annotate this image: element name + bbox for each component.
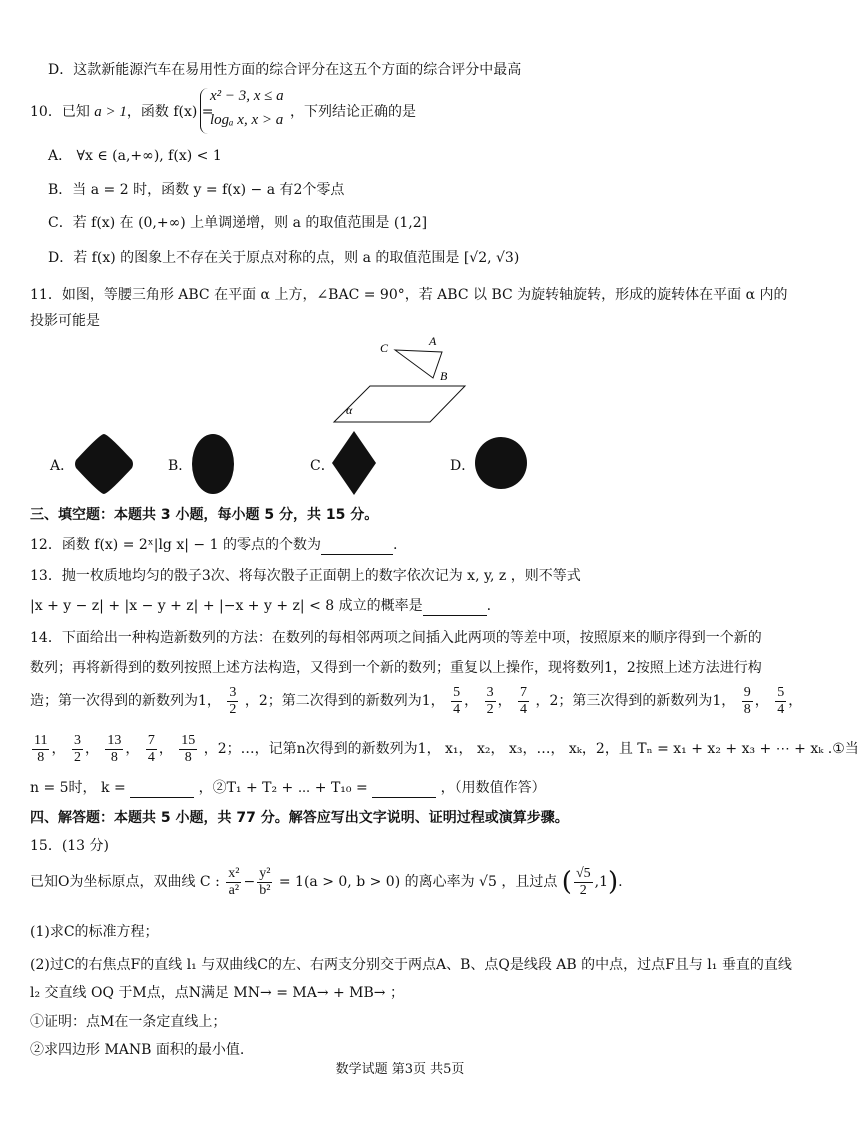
q11-line-1: 11．如图，等腰三角形 ABC 在平面 α 上方，∠BAC = 90°，若 ABC 以 BC 为旋转轴旋转，形成的旋转体在平面 α 内的 bbox=[30, 287, 788, 303]
plane-alpha bbox=[334, 386, 465, 422]
q12-text: 12．函数 f(x) = 2ˣ|lg x| − 1 的零点的个数为 bbox=[30, 537, 321, 553]
q12-answer-blank bbox=[321, 540, 393, 555]
q11-line-2: 投影可能是 bbox=[30, 313, 100, 329]
q14-line5-c: ，（用数值作答） bbox=[440, 780, 546, 796]
q10-option-c: C．若 f(x) 在 (0,+∞) 上单调递增，则 a 的取值范围是 (1,2] bbox=[48, 215, 428, 231]
q13-answer-blank bbox=[423, 601, 487, 616]
q14-line-4: $\frac{11}{8}$ ， $\frac{3}{2}$ ， $\frac{13}{8}$ ， $\frac{7}{4}$ ， $\frac{15}{8}$ ，2；…，记第n次得到的新数列为1， x₁， x₂， x₃，…， xₖ，2，且 Tₙ = x₁ + x₂ + x₃ + ⋯ + xₖ .①当 bbox=[34, 732, 859, 765]
q10-stem bbox=[30, 102, 214, 122]
q11-option-c-label: C． bbox=[310, 458, 335, 474]
q10-brace bbox=[200, 88, 209, 134]
label-alpha: α bbox=[346, 403, 353, 417]
q10-cond: a > 1 bbox=[94, 104, 127, 120]
q15-part-2-2: ②求四边形 MANB 面积的最小值. bbox=[30, 1042, 245, 1058]
q10-option-b: B．当 a = 2 时，函数 y = f(x) − a 有2个零点 bbox=[48, 182, 345, 198]
q11-option-a-label: A． bbox=[50, 458, 75, 474]
q15-line1-a: 已知O为坐标原点，双曲线 C : bbox=[30, 874, 220, 890]
q11-option-b-label: B． bbox=[168, 458, 193, 474]
q14-line-1: 14．下面给出一种构造新数列的方法：在数列的每相邻两项之间插入此两项的等差中项，按照原来的顺序得到一个新的 bbox=[30, 630, 762, 646]
q15-part-2-line-2: l₂ 交直线 OQ 于M点，点N满足 MN→ = MA→ + MB→ ； bbox=[30, 985, 404, 1001]
point-frac: $\frac{√5}{2}$ bbox=[575, 865, 591, 898]
q15-part-2-1: ①证明：点M在一条定直线上； bbox=[30, 1014, 227, 1030]
q11-option-c-shape bbox=[330, 430, 378, 496]
frac-7-4-b: $\frac{7}{4}$ bbox=[147, 732, 155, 765]
triangle-abc bbox=[395, 350, 442, 378]
label-b: B bbox=[440, 369, 448, 383]
q14-line3-a: 造；第一次得到的新数列为1， bbox=[30, 693, 221, 709]
q11-figure bbox=[320, 330, 480, 430]
frac-y2-b2: $\frac{\text{y²}}{\text{b²}}$ bbox=[259, 865, 271, 898]
page-footer: 数学试题 第3页 共5页 bbox=[335, 1062, 465, 1077]
q15-line-1: 已知O为坐标原点，双曲线 C : $\frac{\text{x²}}{\text{a²}}$ − $\frac{\text{y²}}{\text{b²}}$ = 1(a > 0, b > 0) 的离心率为 √5 ，且过点 ( $\frac{√5}{2}$ ,1). bbox=[30, 865, 623, 898]
q14-line3-b: ，2；第二次得到的新数列为1， bbox=[244, 693, 445, 709]
frac-3-2-c: $\frac{3}{2}$ bbox=[73, 732, 81, 765]
frac-7-4: $\frac{7}{4}$ bbox=[520, 684, 528, 717]
frac-15-8: $\frac{15}{8}$ bbox=[181, 732, 196, 765]
q14-line5-a: n = 5时， k = bbox=[30, 780, 126, 796]
frac-11-8: $\frac{11}{8}$ bbox=[34, 732, 48, 765]
q10-piece-2: logₐ x, x > a bbox=[210, 112, 284, 128]
q11-option-d-shape bbox=[474, 436, 528, 490]
q14-line-2: 数列；再将新得到的数列按照上述方法构造，又得到一个新的数列；重复以上操作，现将数列1，2按照上述方法进行构 bbox=[30, 660, 762, 676]
frac-5-4-b: $\frac{5}{4}$ bbox=[777, 684, 785, 717]
section-4-heading: 四、解答题：本题共 5 小题，共 77 分。解答应写出文字说明、证明过程或演算步骤。 bbox=[30, 810, 569, 826]
q14-line4-tail: ，2；…，记第n次得到的新数列为1， x₁， x₂， x₃，…， xₖ，2，且 Tₙ = x₁ + x₂ + x₃ + ⋯ + xₖ .①当 bbox=[203, 741, 859, 757]
point-tail: ,1 bbox=[594, 874, 608, 890]
q14-line3-c: ，2；第三次得到的新数列为1， bbox=[535, 693, 736, 709]
frac-5-4: $\frac{5}{4}$ bbox=[453, 684, 461, 717]
q13-line-1: 13．抛一枚质地均匀的骰子3次、将每次骰子正面朝上的数字依次记为 x, y, z ，则不等式 bbox=[30, 568, 581, 584]
q13-inequality: |x + y − z| + |x − y + z| + |−x + y + z| < 8 成立的概率是 bbox=[30, 598, 423, 614]
q10-func: ，函数 f(x) = bbox=[126, 104, 214, 120]
q10-piece-1: x² − 3, x ≤ a bbox=[210, 88, 284, 104]
label-c: C bbox=[380, 341, 389, 355]
q14-line5-b: ，②T₁ + T₂ + ⋯ + T₁₀ = bbox=[198, 780, 368, 796]
q11-option-b-shape bbox=[190, 432, 236, 496]
label-a: A bbox=[429, 334, 437, 348]
q15-head: 15．(13 分) bbox=[30, 838, 110, 854]
section-3-heading: 三、填空题：本题共 3 小题，每小题 5 分，共 15 分。 bbox=[30, 507, 379, 523]
q11-option-a-shape bbox=[74, 432, 134, 496]
q14-line-5 bbox=[30, 778, 546, 798]
frac-3-2: $\frac{3}{2}$ bbox=[229, 684, 237, 717]
q15-line1-b: = 1(a > 0, b > 0) 的离心率为 √5 ，且过点 bbox=[278, 874, 558, 890]
q14-line-3: 造；第一次得到的新数列为1， $\frac{3}{2}$ ，2；第二次得到的新数列为1， $\frac{5}{4}$ ， $\frac{3}{2}$ ， $\frac{7}{4}$ ，2；第三次得到的新数列为1， $\frac{9}{8}$ ， $\frac{5}{4}$ ， bbox=[30, 684, 803, 717]
q10-suffix: ，下列结论正确的是 bbox=[290, 104, 416, 120]
q14-answer-blank-2 bbox=[372, 783, 436, 798]
q10-option-d: D．若 f(x) 的图象上不存在关于原点对称的点，则 a 的取值范围是 [√2, √3) bbox=[48, 250, 520, 266]
q10-option-a: A． ∀x ∈ (a,+∞), f(x) < 1 bbox=[48, 148, 222, 164]
frac-13-8: $\frac{13}{8}$ bbox=[107, 732, 122, 765]
q10-prefix: 10．已知 bbox=[30, 104, 90, 120]
frac-9-8: $\frac{9}{8}$ bbox=[743, 684, 751, 717]
q14-answer-blank-1 bbox=[130, 783, 194, 798]
q15-part-1: (1)求C的标准方程； bbox=[30, 924, 159, 940]
frac-x2-a2: $\frac{\text{x²}}{\text{a²}}$ bbox=[228, 865, 240, 898]
frac-3-2-b: $\frac{3}{2}$ bbox=[486, 684, 494, 717]
q15-part-2-line-1: (2)过C的右焦点F的直线 l₁ 与双曲线C的左、右两支分别交于两点A、B、点Q是线段 AB 的中点，过点F且与 l₁ 垂直的直线 bbox=[30, 957, 792, 973]
q11-option-d-label: D． bbox=[450, 458, 476, 474]
q12: 12．函数 f(x) = 2ˣ|lg x| − 1 的零点的个数为 . bbox=[30, 537, 398, 553]
q13-line-2: |x + y − z| + |x − y + z| + |−x + y + z| < 8 成立的概率是 . bbox=[30, 598, 492, 614]
q9-option-d: D．这款新能源汽车在易用性方面的综合评分在这五个方面的综合评分中最高 bbox=[48, 62, 522, 78]
